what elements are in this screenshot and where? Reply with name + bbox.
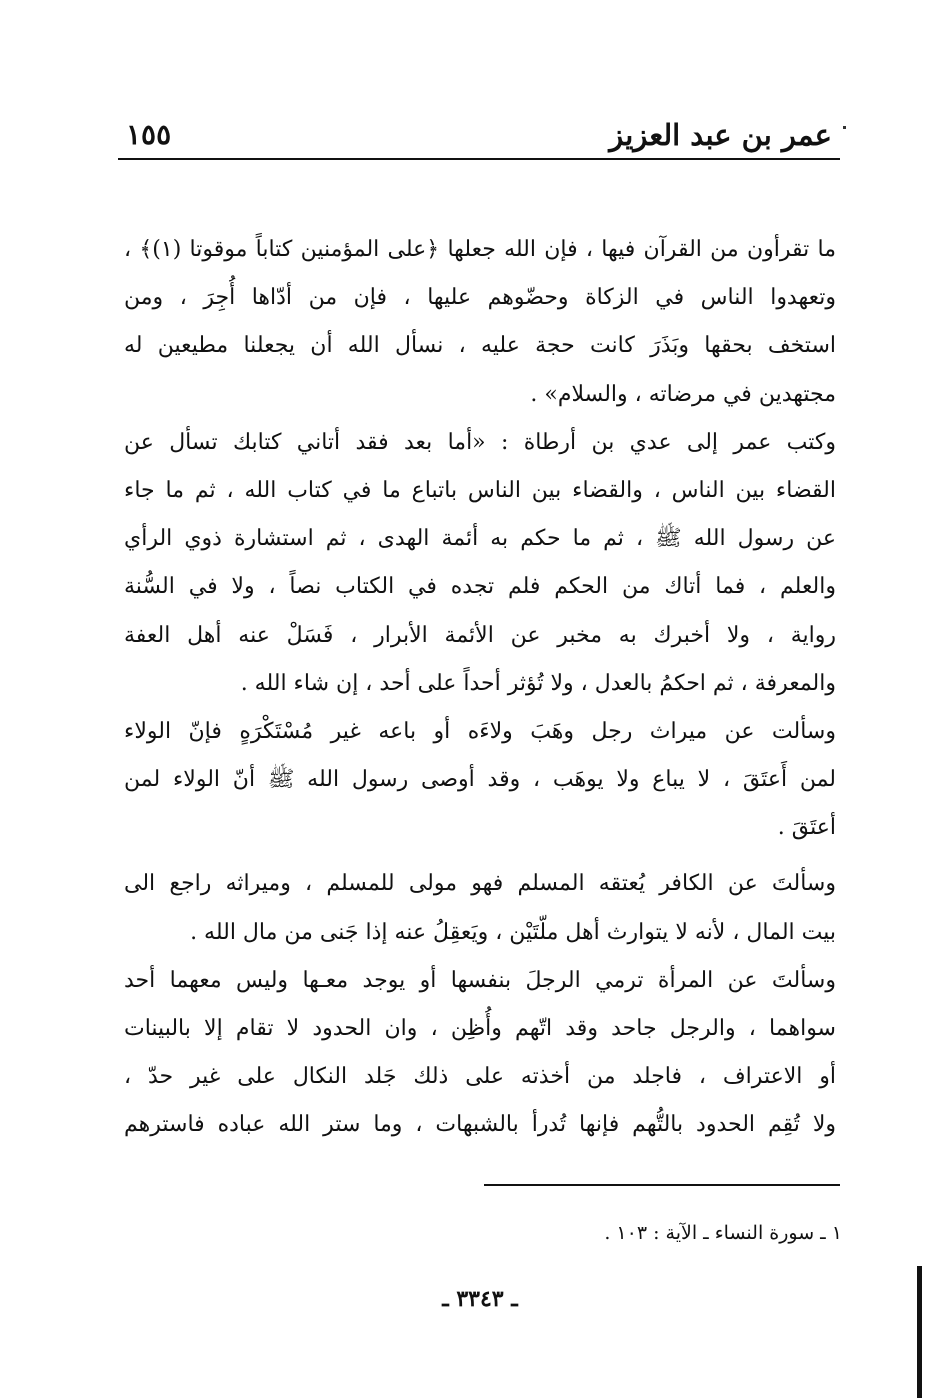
running-head — [118, 114, 840, 158]
text-line: وكتب عمر إلى عدي بن أرطاة : «أما بعد فقد أتاني كتابك تسأل عن — [124, 429, 836, 455]
text-line: بيت المال ، لأنه لا يتوارث أهل ملّتَيْن ، ويَعقِلُ عنه إذا جَنى من مال الله . — [190, 919, 836, 945]
body-text — [124, 226, 836, 1150]
text-line: لمن أَعتَقَ ، لا يباع ولا يوهَب ، وقد أوصى رسول الله ﷺ أنّ الولاء لمن — [124, 767, 836, 793]
text-line: استخف بحقها وبَذَرَ كانت حجة عليه ، نسأل الله أن يجعلنا مطيعين له — [124, 333, 836, 359]
text-line: وتعهدوا الناس في الزكاة وحضّوهم عليها ، فإن من أدّاها أُجِرَ ، ومن — [124, 285, 836, 311]
text-line: رواية ، ولا أخبرك به مخبر عن الأئمة الأبرار ، فَسَلْ عنه أهل العفة — [124, 622, 836, 648]
header-mark — [843, 126, 846, 129]
text-line: وسألتَ عن المرأة ترمي الرجلَ بنفسها أو يوجد معـها وليس معهما أحد — [124, 967, 836, 993]
text-line: أعتَقَ . — [777, 815, 836, 841]
running-head-page-number: ١٥٥ — [126, 118, 172, 151]
text-line: ولا تُقِم الحدود بالتُّهم فإنها تُدرأ بالشبهات ، وما ستر الله عباده فاسترهم — [124, 1112, 836, 1138]
text-line: عن رسول الله ﷺ ، ثم ما حكم به أئمة الهدى ، ثم استشارة ذوي الرأي — [124, 526, 836, 552]
text-line: القضاء بين الناس ، والقضاء بين الناس باتباع ما في كتاب الله ، ثم ما جاء — [124, 477, 836, 503]
footnote: ١ ـ سورة النساء ـ الآية : ١٠٣ . — [604, 1222, 842, 1244]
text-line: ما تقرأون من القرآن فيها ، فإن الله جعلها ﴿على المؤمنين كتاباً موقوتا (١)﴾ ، — [124, 237, 836, 262]
running-head-title: عمر بن عبد العزيز — [609, 118, 832, 152]
text-line: سواهما ، والرجل جاحد وقد اتّهم وأُظِن ، وان الحدود لا تقام إلا بالبينات — [124, 1016, 836, 1041]
text-line: أو الاعتراف ، فاجلد من أخذته على ذلك جَلد النكال على غير حدّ ، — [124, 1064, 836, 1090]
text-line: والعلم ، فما أتاك من الحكم فلم تجده في الكتاب نصاً ، ولا في السُّنة — [124, 574, 836, 600]
folio-number: ـ ٣٣٤٣ ـ — [442, 1286, 518, 1312]
text-line: مجتهدين في مرضاته ، والسلام» . — [530, 381, 836, 407]
text-line: وسألت عن ميراث رجل وهَبَ ولاءَه أو باعه غير مُسْتَكْرَهٍ فإنّ الولاء — [124, 718, 836, 744]
scan-margin-bar — [917, 1266, 922, 1398]
paragraph-gap — [124, 852, 836, 860]
text-line: وسألتَ عن الكافر يُعتقه المسلم فهو مولى للمسلم ، وميراثه راجع الى — [124, 871, 836, 897]
header-rule — [118, 158, 840, 160]
text-line: والمعرفة ، ثم احكمُ بالعدل ، ولا تُؤثر أحداً على أحد ، إن شاء الله . — [240, 670, 836, 696]
footnote-rule — [484, 1184, 840, 1186]
